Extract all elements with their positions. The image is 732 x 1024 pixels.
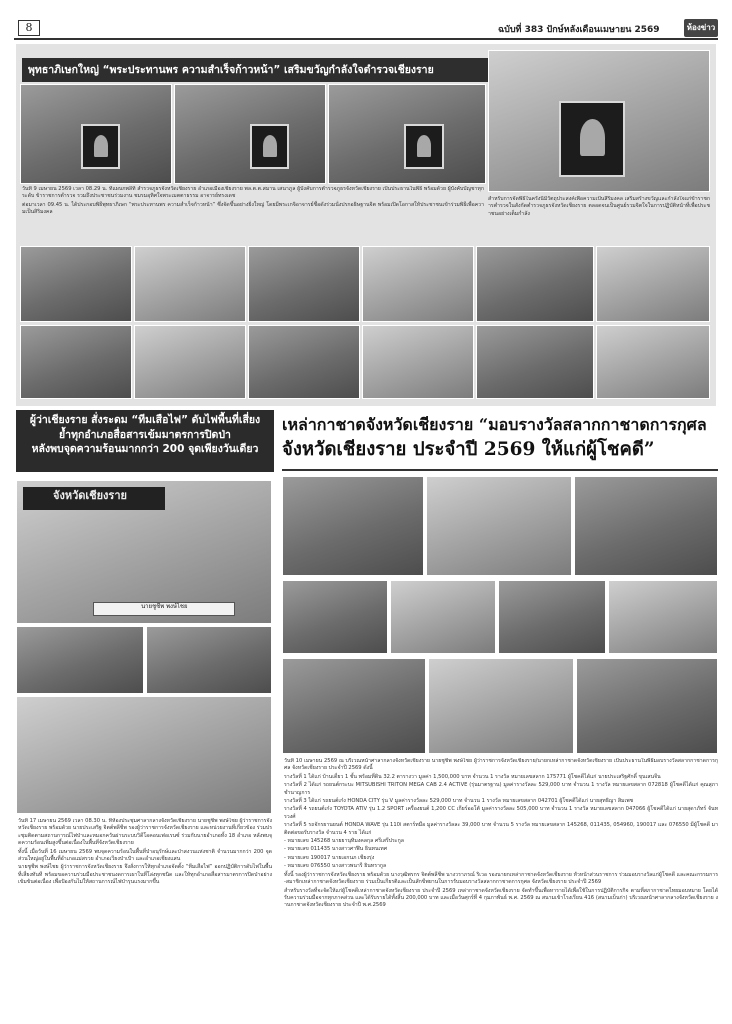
- article-headline: ผู้ว่าเชียงราย สั่งระดม “ทีมเสือไฟ” ดับไฟพื้นที่เสี่ยง ย้ำทุกอำเภอสื่อสารเข้มมาตรการปิดป่า หลังพบจุดความร้อนมากกว่า 200 จุดเพียงวันเดียว: [29, 414, 261, 455]
- article-text: วันที่ 10 เมษายน 2569 ณ บริเวณหน้าศาลากลางจังหวัดเชียงราย นายชูชีพ พงษ์ไชย ผู้ว่าราชการจังหวัดเชียงราย/นายกเหล่ากาชาดจังหวัดเชียงราย เป็นประธานในพิธีมอบรางวัลสลากกาชาดการกุศล จังหวัดเชียงราย ประจำปี 2569 ดังนี้ รางวัลที่ 1 ได้แก่ บ้านเดี่ยว 1 ชั้น พร้อมที่ดิน 32.2 ตารางวา มูลค่า 1,500,000 บาท จำนวน 1 รางวัล หมายเลขสลาก 175771 ผู้โชคดีได้แก่ นายประเสริฐศักดิ์ ขุนเสนจีน รางวัลที่ 2 ได้แก่ รถยนต์กระบะ MITSUBISHI TRITON MEGA CAB 2.4 ACTIVE (รุ่นมาตรฐาน) มูลค่ารางวัลละ 529,000 บาท จำนวน 1 รางวัล หมายเลขสลาก 072818 ผู้โชคดีได้แก่ คุณสุภา ชำนาญการ รางวัลที่ 3 ได้แก่ รถยนต์เก๋ง HONDA CITY รุ่น V มูลค่ารางวัลละ 529,000 บาท จำนวน 1 รางวัล หมายเลขสลาก 042701 ผู้โชคดีได้แก่ นายสุทธิญา สิมเพช รางวัลที่ 4 รถยนต์เก๋ง TOYOTA ATIV รุ่น 1.2 SPORT เครื่องยนต์ 1,200 CC เกียร์ออโต้ มูลค่ารางวัลละ 505,000 บาท จำนวน 1 รางวัล หมายเลขสลาก 047066 ผู้โชคดีได้แก่ นายสุดาภัทร์ จันทรวงศ์ รางวัลที่ 5 รถจักรยานยนต์ HONDA WAVE รุ่น 110i สตาร์ทมือ มูลค่ารางวัลละ 39,000 บาท จำนวน 5 รางวัล หมายเลขสลาก 145268, 011435, 054960, 190017 และ 076550 มีผู้โชคดี มาติดต่อขอรับรางวัล จำนวน 4 ราย ได้แก่ - หมายเลข 145268 นายยานุทิมงคลกุล ศรีเสรีประกูล - หมายเลข 011435 นางสาวศาฬิน ธินทนเทศ - หมายเลข 190017 นายเอกนภ เชียงรุ่ง - หมายเลข 076550 นางสาวพนารี ยินทรากูล ทั้งนี้ รองผู้ว่าราชการจังหวัดเชียงราย พร้อมด้วย นางวุฒิพรกร จิตต์พลีชีพ นางวราภรณ์ ริเวอ รองนายกเหล่ากาชาดจังหวัดเชียงราย หัวหน้าส่วนราชการ ร่วมมอบรางวัลแก่ผู้โชคดี และคณะกรรมการ-สมาชิกเหล่ากาชาดจังหวัดเชียงราย ร่วมเป็นเกียรติและเป็นสักขีพยานในการรับมอบรางวัลสลากกาชาดการกุศล จังหวัดเชียงราย ประจำปี 2569 สำหรับรางวัลที่จะจัดให้แก่ผู้โชคดีเหล่ากาชาดจังหวัดเชียงราย ประจำปี 2569 เหล่ากาชาดจังหวัดเชียงราย จัดทำขึ้นเพื่อหารายได้เพื่อใช้ในการปฏิบัติการกิจ ตามที่สภากาชาดไทยมอบหมาย โดยได้รับความร่วมมือจากทุกภาคส่วน และได้รับรายได้ทั้งสิ้น 200,000 บาท และเมื่อวันศุกร์ที่ 4 กุมภาพันธ์ พ.ศ. 2569 ณ สนามเข้าโรงเรียน 416 (สนามเบ็นก่า) บริเวณหน้าศาลากลางจังหวัดเชียงราย งานกาชาดจังหวัดเชียงราย ประจำปี พ.ศ.2569: [284, 758, 718, 909]
- article-photo: [362, 325, 474, 399]
- article-text: วันที่ 17 เมษายน 2569 เวลา 08.30 น. ที่ห้องประชุมศาลากลางจังหวัดเชียงราย นายชูชีพ พงษ์ไชย ผู้ว่าราชการจังหวัดเชียงราย พร้อมด้วย นายประเสริฐ จิตต์พลีชีพ รองผู้ว่าราชการจังหวัดเชียงราย และหน่วยงานที่เกี่ยวข้อง ร่วมประชุมติดตามสถานการณ์ไฟป่าและหมอกควันผ่านระบบวิดีโอคอนเฟอเรนซ์ ร่วมกับนายอำเภอทั้ง 18 อำเภอ หลังพบจุดความร้อนเพิ่มสูงขึ้นต่อเนื่องในพื้นที่จังหวัดเชียงราย ทั้งนี้ เมื่อวันที่ 16 เมษายน 2569 พบจุดความร้อนในพื้นที่ป่าอนุรักษ์และป่าสงวนแห่งชาติ จำนวนมากกว่า 200 จุด ส่วนใหญ่อยู่ในพื้นที่อำเภอแม่สรวย อำเภอเวียงป่าเป้า และอำเภอเชียงแสน นายชูชีพ พงษ์ไชย ผู้ว่าราชการจังหวัดเชียงราย จึงสั่งการให้ทุกอำเภอจัดตั้ง “ทีมเสือไฟ” ออกปฏิบัติการดับไฟในพื้นที่เสี่ยงทันที พร้อมขอความร่วมมือประชาชนงดการเผาในที่โล่งทุกชนิด และให้ทุกอำเภอสื่อสารมาตรการปิดป่าอย่างเข้มข้นต่อเนื่อง เพื่อป้องกันไม่ให้สถานการณ์ไฟป่ารุนแรงมากขึ้น: [18, 818, 272, 886]
- headline-rule: [282, 469, 718, 471]
- article-photo: [282, 580, 388, 654]
- article-photo: [16, 480, 272, 624]
- article-photo: [20, 246, 132, 322]
- article-photo: [574, 476, 718, 576]
- page-number: 8: [18, 20, 40, 36]
- article-photo: [248, 325, 360, 399]
- article-headline: พุทธาภิเษกใหญ่ “พระประทานพร ความสำเร็จก้าวหน้า” เสริมขวัญกำลังใจตำรวจเชียงราย: [22, 58, 488, 82]
- article-photo: [596, 246, 710, 322]
- article-photo: [476, 325, 594, 399]
- article-photo: [16, 626, 144, 694]
- article-photo: [282, 476, 424, 576]
- article-photo: [134, 246, 246, 322]
- article-photo: [282, 658, 426, 754]
- article-photo: [576, 658, 718, 754]
- article-photo: [596, 325, 710, 399]
- article-text: สำหรับการจัดพิธีในครั้งนี้มีวัตถุประสงค์เพื่อความเป็นสิริมงคล เสริมสร้างขวัญและกำลังใจแก่ข้าราชการตำรวจในสังกัดตำรวจภูธรจังหวัดเชียงราย ตลอดจนเป็นศูนย์รวมจิตใจในการปฏิบัติหน้าที่เพื่อประชาชนอย่างเต็มกำลัง: [488, 196, 710, 217]
- article-photo: [608, 580, 718, 654]
- article-photo: [20, 84, 172, 184]
- article-photo: [16, 696, 272, 814]
- banner-sign: จังหวัดเชียงราย: [23, 487, 165, 510]
- article-headline-box: [16, 410, 274, 472]
- article-headline: เหล่ากาชาดจังหวัดเชียงราย “มอบรางวัลสลากกาชาดการกุศล จังหวัดเชียงราย ประจำปี 2569 ให้แก่ผู้โชคดี”: [282, 415, 707, 460]
- article-photo: [174, 84, 326, 184]
- issue-info: ฉบับที่ 383 ปักษ์หลังเดือนเมษายน 2569: [498, 25, 660, 35]
- page-header: [14, 18, 718, 40]
- article-photo: [362, 246, 474, 322]
- article-photo: [476, 246, 594, 322]
- article-photo: [488, 50, 710, 192]
- nameplate: นายชูชีพ พงษ์ไชย: [93, 602, 235, 616]
- article-photo: [248, 246, 360, 322]
- article-photo: [426, 476, 572, 576]
- article-photo: [390, 580, 496, 654]
- article-photo: [134, 325, 246, 399]
- article-photo: [498, 580, 606, 654]
- newspaper-logo: ห้องข่าว: [684, 19, 718, 37]
- article-photo: [428, 658, 574, 754]
- article-buddha-ceremony: [16, 44, 716, 406]
- article-photo: [20, 325, 132, 399]
- article-text: วันที่ 9 เมษายน 2569 เวลา 08.29 น. ที่แผนกพลีที่ สำรวจภูธรจังหวัดเชียงราย อำเภอเมืองเชียงราย พล.ต.ต.สมาน เสนาภูล ผู้บังคับการตำรวจภูธรจังหวัดเชียงราย เป็นประธานในพิธี พร้อมด้วย ผู้บังคับบัญชาทุกระดับ ข้าราชการตำรวจ รวมถึงประชาชนร่วมงาน ชมรมอุทิศใจพระเมตตาธรรม อาจารย์ทรงเดช ต่อมาเวลา 09.45 น. ได้ประกอบพิธีพุทธาภิเษก “พระประทานพร ความสำเร็จก้าวหน้า” ซึ่งจัดขึ้นอย่างยิ่งใหญ่ โดยมีพระเกจิอาจารย์ชื่อดังร่วมนั่งปรกอธิษฐานจิต พร้อมเปิดโอกาสให้ประชาชนเข้าร่วมพิธีเพื่อความเป็นสิริมงคล: [22, 186, 484, 216]
- article-photo: [146, 626, 272, 694]
- article-photo: [328, 84, 486, 184]
